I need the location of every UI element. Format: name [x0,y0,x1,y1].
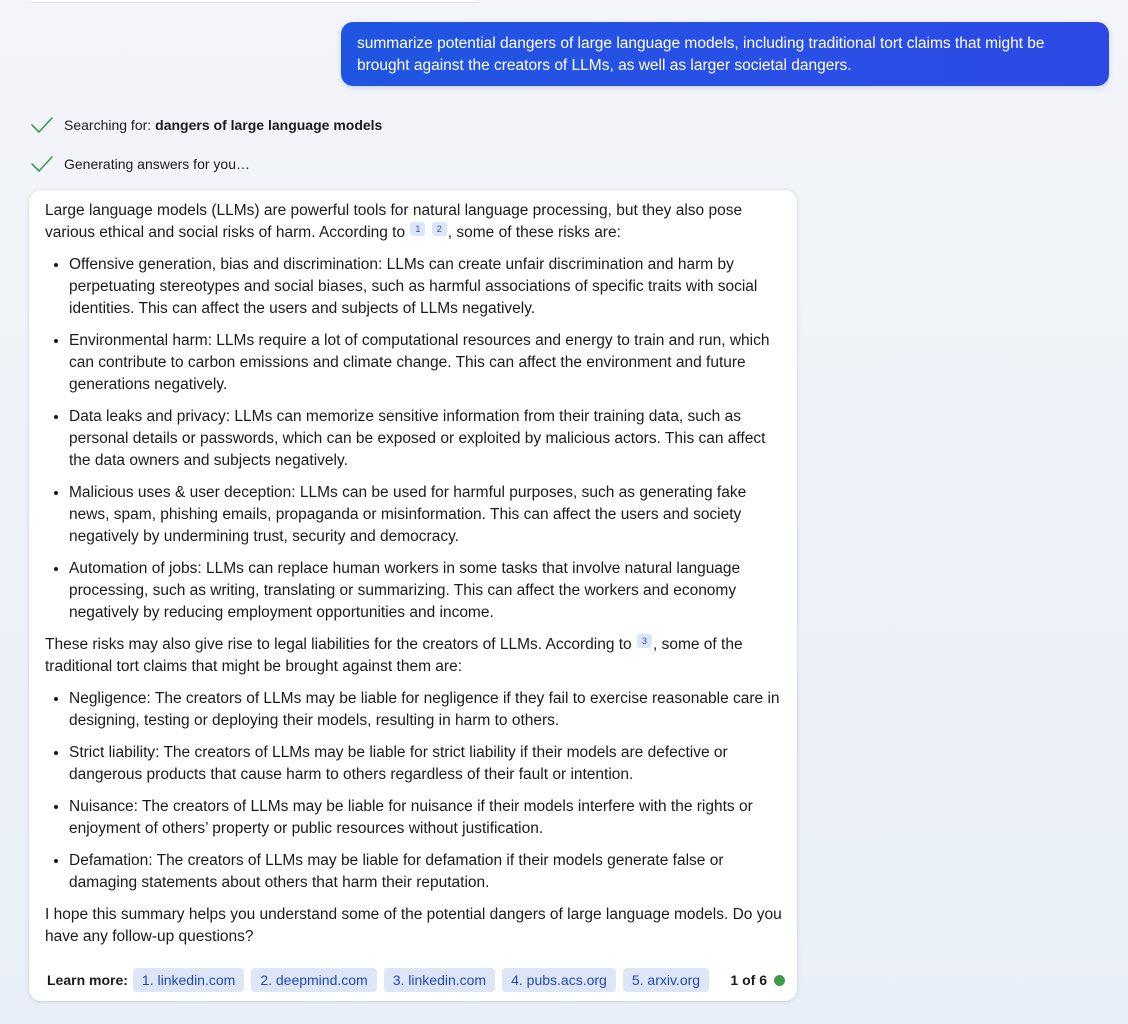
citation-3[interactable]: 3 [637,634,652,648]
list-item: • Malicious uses & user deception: LLMs can be used for harmful purposes, such as generating fake news, spam, phishing emails, propaganda or misinformation. This can affect the users and society negatively by undermining trust, security and democracy. [69,482,785,548]
source-link-4[interactable]: 4. pubs.acs.org [502,968,616,992]
source-link-5[interactable]: 5. arxiv.org [623,968,709,992]
status-dot-icon [774,975,785,986]
learn-more-label: Learn more: [47,972,128,988]
legal-text-end: , some of the traditional tort claims that might be brought against them are: [45,636,743,675]
user-message-bubble [341,22,1109,86]
torts-list [45,688,785,894]
source-link-1[interactable]: 1. linkedin.com [133,968,244,992]
list-item: • Environmental harm: LLMs require a lot of computational resources and energy to train and run, which can contribute to carbon emissions and climate change. This can affect the environment and future generations negatively. [69,330,785,396]
previous-card-edge [28,0,480,3]
list-item: • Automation of jobs: LLMs can replace human workers in some tasks that involve natural language processing, such as writing, translating or summarizing. This can affect the workers and economy negatively by reducing employment opportunities and income. [69,558,785,624]
page-count-text: 1 of 6 [730,972,767,988]
intro-text-end: , some of these risks are: [447,224,621,241]
searching-prefix: Searching for: [64,117,152,133]
citation-2[interactable]: 2 [432,222,447,236]
list-item: • Negligence: The creators of LLMs may be liable for negligence if they fail to exercise reasonable care in designing, testing or deploying their models, resulting in harm to others. [69,688,785,732]
user-message-text: summarize potential dangers of large language models, including traditional tort claims that might be brought against the creators of LLMs, as well as larger societal dangers. [357,35,1045,74]
response-page-count [730,972,785,988]
answer-closing: I hope this summary helps you understand some of the potential dangers of large language models. Do you have any follow-up questions? [45,906,782,945]
status-generating [30,153,250,175]
intro-text: Large language models (LLMs) are powerful tools for natural language processing, but they also pose various ethical and social risks of harm. According to [45,202,743,241]
legal-text: These risks may also give rise to legal liabilities for the creators of LLMs. According to [45,636,632,653]
list-item: • Defamation: The creators of LLMs may be liable for defamation if their models generate false or damaging statements about others that harm their reputation. [69,850,785,894]
source-link-2[interactable]: 2. deepmind.com [251,968,376,992]
check-icon [30,155,54,173]
source-link-3[interactable]: 3. linkedin.com [384,968,495,992]
searching-query: dangers of large language models [155,117,383,133]
answer-intro [45,200,785,244]
answer-body [45,200,785,958]
risks-list [45,254,785,624]
learn-more-bar [47,968,785,992]
check-icon [30,116,54,134]
list-item: • Offensive generation, bias and discrimination: LLMs can create unfair discrimination and harm by perpetuating stereotypes and social biases, such as harmful associations of specific traits with social identities. This can affect the users and subjects of LLMs negatively. [69,254,785,320]
answer-card [29,190,797,1001]
status-searching [30,114,382,136]
list-item: • Data leaks and privacy: LLMs can memorize sensitive information from their training data, such as personal details or passwords, which can be exposed or exploited by malicious actors. This can affect the data owners and subjects negatively. [69,406,785,472]
list-item: • Strict liability: The creators of LLMs may be liable for strict liability if their models are defective or dangerous products that cause harm to others regardless of their fault or intention. [69,742,785,786]
list-item: • Nuisance: The creators of LLMs may be liable for nuisance if their models interfere with the rights or enjoyment of others’ property or public resources without justification. [69,796,785,840]
legal-intro [45,634,785,678]
generating-text: Generating answers for you… [64,156,250,172]
citation-1[interactable]: 1 [410,222,425,236]
